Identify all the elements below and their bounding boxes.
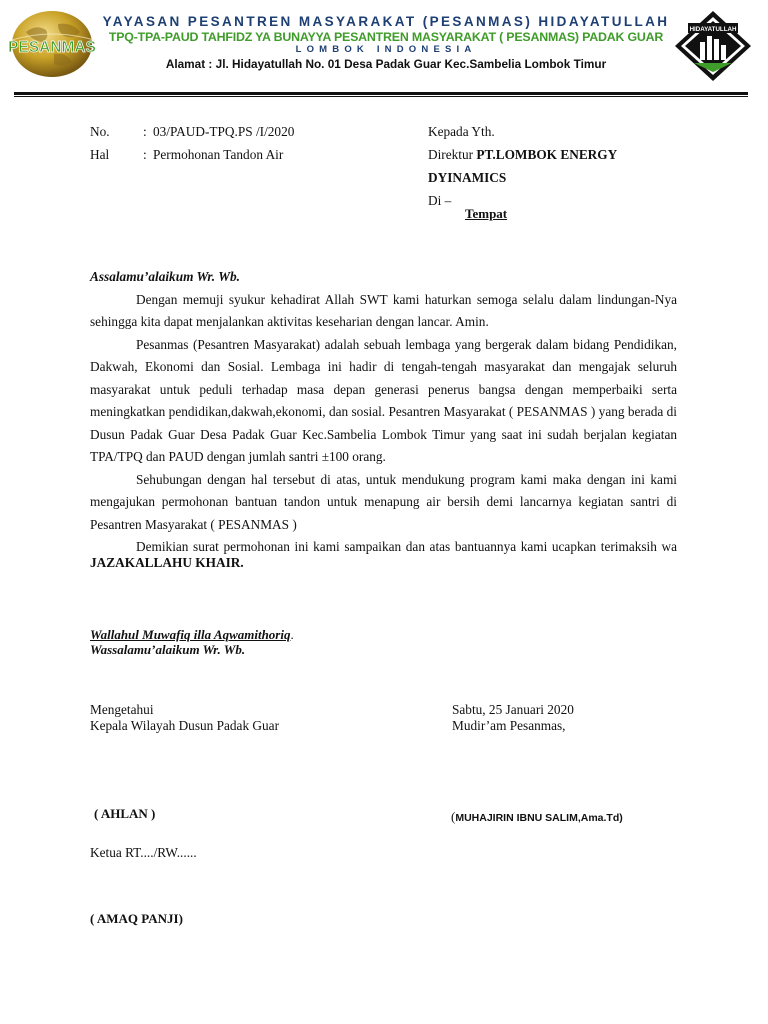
right-signatory: (MUHAJIRIN IBNU SALIM,Ama.Td) — [451, 809, 623, 824]
closing-line-2: Wassalamu’alaikum Wr. Wb. — [90, 642, 246, 657]
recipient-company: PT.LOMBOK ENERGY — [476, 147, 618, 162]
closing-line-1: Wallahul Muwafiq illa Aqwamithoriq. — [90, 627, 294, 642]
letter-date: Sabtu, 25 Januari 2020 — [452, 702, 574, 717]
pesanmas-logo-text: PESANMAS — [8, 39, 96, 56]
header-rule — [14, 92, 748, 95]
rt-title: Ketua RT..../RW...... — [90, 845, 197, 860]
letter-body — [90, 266, 677, 571]
hidayatullah-logo — [674, 10, 752, 82]
recipient-title: Direktur — [428, 147, 474, 162]
greeting: Assalamu’alaikum Wr. Wb. — [90, 269, 241, 284]
school-name: TPQ-TPA-PAUD TAHFIDZ YA BUNAYYA PESANTREN MASYARAKAT ( PESANMAS) PADAK GUAR — [108, 30, 664, 44]
recipient-di: Di – — [428, 193, 452, 208]
letter-number-label: No. — [90, 124, 110, 139]
rt-signatory-name: ( AMAQ PANJI) — [90, 911, 183, 926]
left-sign-title: Mengetahui — [90, 702, 154, 717]
letter-number-value: 03/PAUD-TPQ.PS /I/2020 — [153, 124, 295, 139]
foundation-name: YAYASAN PESANTREN MASYARAKAT (PESANMAS) HIDAYATULLAH — [102, 14, 670, 29]
recipient-place: Tempat — [465, 206, 508, 221]
subject-separator: : — [143, 147, 147, 162]
hidayatullah-logo-text: HIDAYATULLAH — [689, 26, 737, 33]
location-line: LOMBOK INDONESIA — [295, 44, 477, 55]
letter-number-separator: : — [143, 124, 147, 139]
paragraph-3: Sehubungan dengan hal tersebut di atas, untuk mendukung program kami maka dengan ini kami mengajukan permohonan bantuan tandon untuk menapung air bersih demi lancarnya kegiatan santri di Pesantren Masyarakat ( PESANMAS ) — [90, 471, 677, 532]
recipient-greeting: Kepada Yth. — [428, 124, 495, 139]
paragraph-4-closing: JAZAKALLAHU KHAIR. — [90, 555, 244, 570]
paragraph-4-text: Demikian surat permohonan ini kami sampaikan dan atas bantuannya kami ucapkan terimaksih wa — [136, 539, 677, 554]
pesanmas-logo — [8, 10, 96, 78]
paragraph-1: Dengan memuji syukur kehadirat Allah SWT kami haturkan semoga selalu dalam lindungan-Nya sehingga kita dapat menjalankan aktivitas keseharian dengan lancar. Amin. — [90, 291, 677, 329]
closing-phrase: Wallahul Muwafiq illa Aqwamithoriq — [90, 627, 291, 642]
paragraph-2: Pesanmas (Pesantren Masyarakat) adalah sebuah lembaga yang bergerak dalam bidang Pendidikan, Dakwah, Ekonomi dan Sosial. Lembaga ini hadir di tengah-tengah masyarakat dan mengajak seluruh masyarakat untuk peduli terhadap masa depan generasi penerus bangsa dengan memperbaiki serta meningkatkan pendidikan,dakwah,ekonomi, dan sosial. Pesantren Masyarakat ( PESANMAS ) yang berada di Dusun Padak Guar Desa Padak Guar Kec.Sambelia Lombok Timur yang saat ini sudah berjalan kegiatan TPA/TPQ dan PAUD dengan jumlah santri ±100 orang. — [90, 336, 677, 464]
right-signatory-name: MUHAJIRIN IBNU SALIM,Ama.Td) — [455, 812, 623, 824]
subject-label: Hal — [90, 147, 110, 162]
paragraph-4 — [90, 539, 677, 571]
recipient-company-cont: DYINAMICS — [428, 170, 507, 185]
left-sign-role: Kepala Wilayah Dusun Padak Guar — [90, 718, 280, 733]
recipient-line — [428, 144, 617, 166]
left-signatory-name: ( AHLAN ) — [94, 806, 156, 821]
right-sign-role: Mudir’am Pesanmas, — [452, 718, 566, 733]
address-line: Alamat : Jl. Hidayatullah No. 01 Desa Padak Guar Kec.Sambelia Lombok Timur — [165, 57, 607, 71]
subject-value: Permohonan Tandon Air — [153, 147, 284, 162]
header-rule-thin — [14, 96, 748, 97]
